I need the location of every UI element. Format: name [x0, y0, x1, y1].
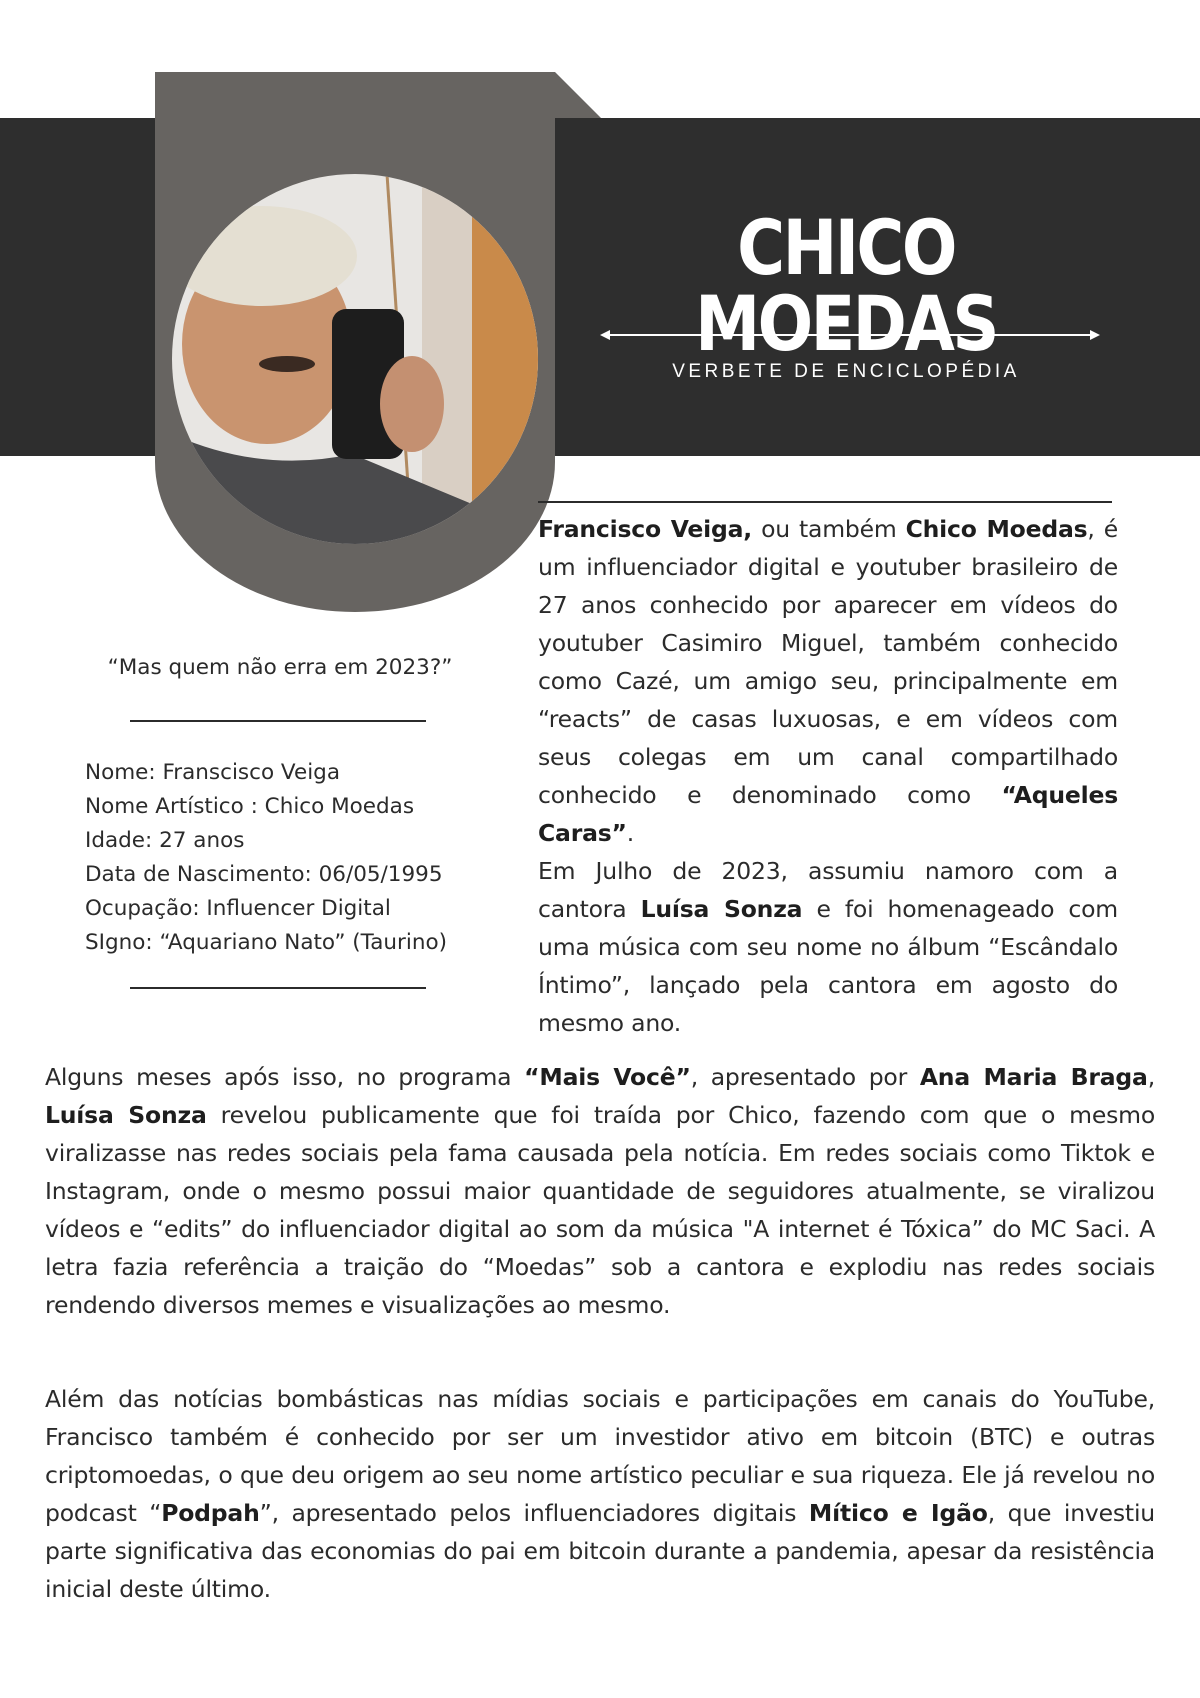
text-span: , é um influenciador digital e youtuber brasileiro de 27 anos conhecido por aparecer em vídeos do youtuber Casimiro Miguel, também conhecido como Cazé, um amigo seu, principalmente em “reacts” de casas luxuosas, e em vídeos com seus colegas em um canal compartilhado conhecido e denominado como	[538, 515, 1118, 809]
channel-bold: “Aqueles Caras”	[538, 781, 1118, 847]
show-bold: “Mais Você”	[524, 1063, 691, 1091]
lead-paragraph-2	[538, 852, 1118, 1042]
facts-list	[85, 756, 515, 960]
tab-corner-decoration	[555, 72, 601, 118]
text-span: ”, apresentado pelos influenciadores digitais	[259, 1499, 809, 1527]
lead-divider	[538, 501, 1112, 503]
text-span: Em Julho de 2023, assumiu namoro com a cantora	[538, 857, 1118, 923]
double-arrow-divider	[600, 330, 1100, 340]
text-span: ,	[1147, 1063, 1155, 1091]
singer-bold: Luísa Sonza	[640, 895, 803, 923]
portrait-photo	[172, 174, 538, 544]
text-span: .	[626, 819, 635, 847]
page-subtitle: VERBETE DE ENCICLOPÉDIA	[672, 361, 1020, 382]
fact-artistic-name: Nome Artístico : Chico Moedas	[85, 794, 415, 819]
fact-sign: SIgno: “Aquariano Nato” (Taurino)	[85, 930, 448, 955]
sidebar-divider-bottom	[130, 987, 426, 989]
text-span: Alguns meses após isso, no programa	[45, 1063, 525, 1091]
text-span: , que investiu parte significativa das economias do pai em bitcoin durante a pandemia, apesar da resistência inicial deste último.	[45, 1499, 1155, 1603]
quote: “Mas quem não erra em 2023?”	[107, 655, 453, 680]
portrait-illustration	[172, 174, 538, 544]
fact-birth-date: Data de Nascimento: 06/05/1995	[85, 862, 443, 887]
fact-occupation: Ocupação: Influencer Digital	[85, 896, 391, 921]
lead-paragraph-1	[538, 510, 1118, 852]
podcast-bold: Podpah	[161, 1499, 260, 1527]
page-title: CHICO MOEDAS	[695, 203, 997, 368]
text-span: Além das notícias bombásticas nas mídias sociais e participações em canais do YouTube, Francisco também é conhecido por ser um investidor ativo em bitcoin (BTC) e outras criptomoedas, o que deu origem ao seu nome artístico peculiar e sua riqueza. Ele já revelou no podcast “	[45, 1385, 1155, 1527]
alias-bold: Chico Moedas	[905, 515, 1088, 543]
fact-age: Idade: 27 anos	[85, 828, 245, 853]
hosts-bold: Mítico e Igão	[808, 1499, 988, 1527]
lead-text	[538, 510, 1118, 1042]
body-paragraph-3	[45, 1058, 1155, 1324]
body-paragraph-4	[45, 1380, 1155, 1608]
fact-name: Nome: Franscisco Veiga	[85, 760, 340, 785]
text-span: revelou publicamente que foi traída por Chico, fazendo com que o mesmo viralizasse nas redes sociais pela fama causada pela notícia. Em redes sociais como Tiktok e Instagram, onde o mesmo possui maior quantidade de seguidores atualmente, se viralizou vídeos e “edits” do influenciador digital ao som da música "A internet é Tóxica” do MC Saci. A letra fazia referência a traição do “Moedas” sob a cantora e explodiu nas redes sociais rendendo diversos memes e visualizações ao mesmo.	[45, 1101, 1156, 1319]
sidebar-divider-top	[130, 720, 426, 722]
host-bold: Ana Maria Braga	[919, 1063, 1148, 1091]
singer-bold: Luísa Sonza	[45, 1101, 207, 1129]
text-span: , apresentado por	[690, 1063, 920, 1091]
name-bold: Francisco Veiga,	[538, 515, 753, 543]
text-span: e foi homenageado com uma música com seu nome no álbum “Escândalo Íntimo”, lançado pela cantora em agosto do mesmo ano.	[538, 895, 1118, 1037]
text-span: ou também	[752, 515, 906, 543]
